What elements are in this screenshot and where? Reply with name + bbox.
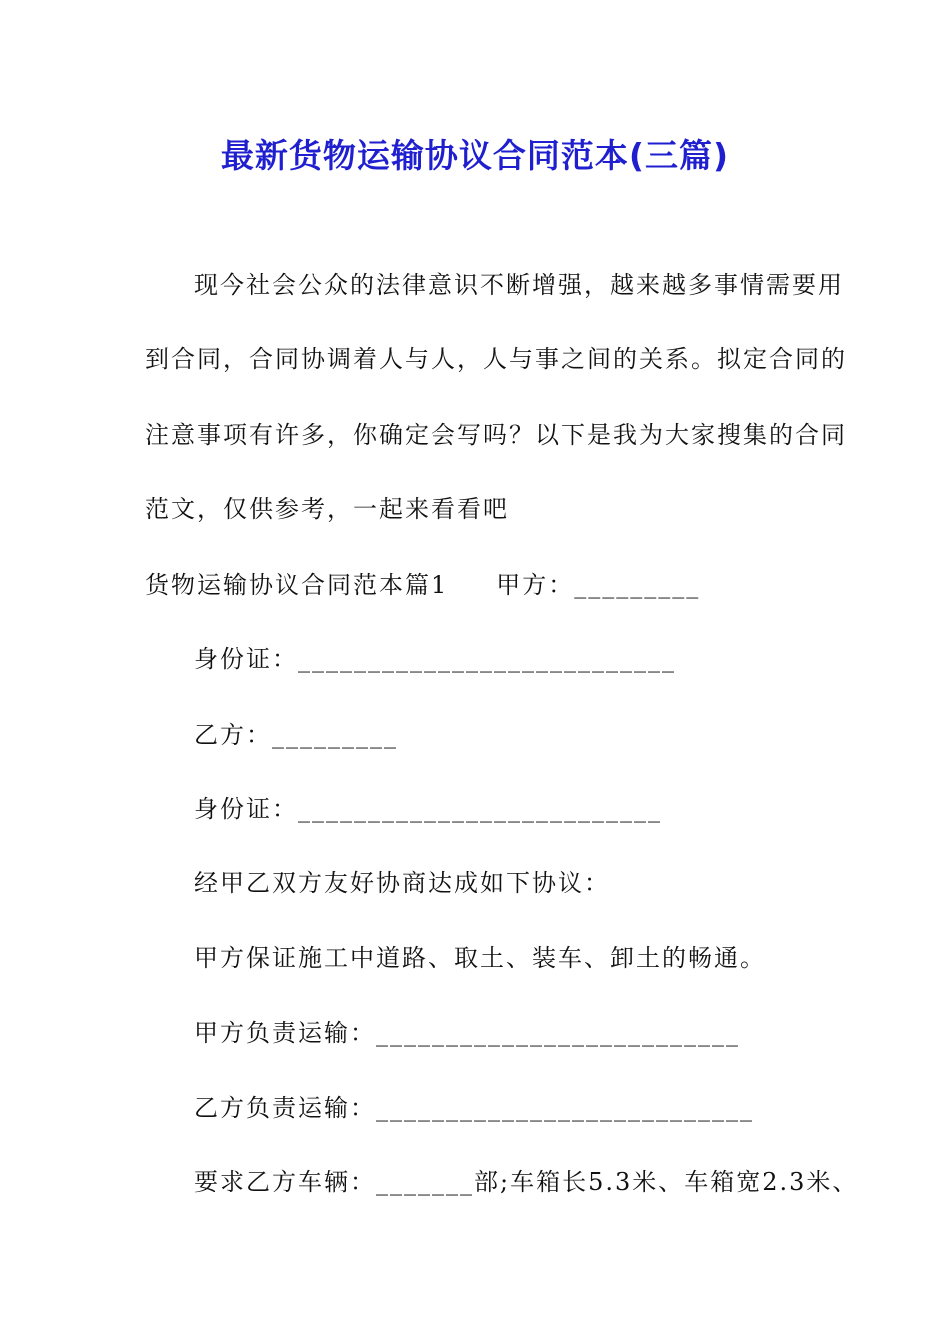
party-a-id-field: 身份证：___________________________ bbox=[194, 645, 676, 673]
intro-paragraph-line-1: 现今社会公众的法律意识不断增强，越来越多事情需要用 bbox=[194, 271, 844, 299]
party-a-field: 甲方：_________ bbox=[496, 571, 701, 599]
clause-vehicle-requirements: 要求乙方车辆：_______部;车箱长5.3米、车箱宽2.3米、 bbox=[194, 1168, 859, 1196]
page-title: 最新货物运输协议合同范本(三篇) bbox=[220, 136, 730, 175]
agreement-intro: 经甲乙双方友好协商达成如下协议： bbox=[194, 869, 610, 897]
clause-road-access: 甲方保证施工中道路、取土、装车、卸土的畅通。 bbox=[194, 944, 766, 972]
clause-party-b-transport: 乙方负责运输：___________________________ bbox=[194, 1094, 754, 1122]
intro-paragraph-line-2: 到合同，合同协调着人与人，人与事之间的关系。拟定合同的 bbox=[145, 345, 847, 373]
party-b-id-field: 身份证：__________________________ bbox=[194, 795, 662, 823]
intro-paragraph-line-3: 注意事项有许多，你确定会写吗？以下是我为大家搜集的合同 bbox=[145, 421, 847, 449]
party-b-field: 乙方：_________ bbox=[194, 721, 398, 749]
section-heading-line bbox=[145, 570, 700, 600]
intro-paragraph-line-4: 范文，仅供参考，一起来看看吧 bbox=[145, 495, 509, 523]
section-heading: 货物运输协议合同范本篇1 bbox=[145, 571, 449, 599]
clause-party-a-transport: 甲方负责运输：__________________________ bbox=[194, 1019, 740, 1047]
